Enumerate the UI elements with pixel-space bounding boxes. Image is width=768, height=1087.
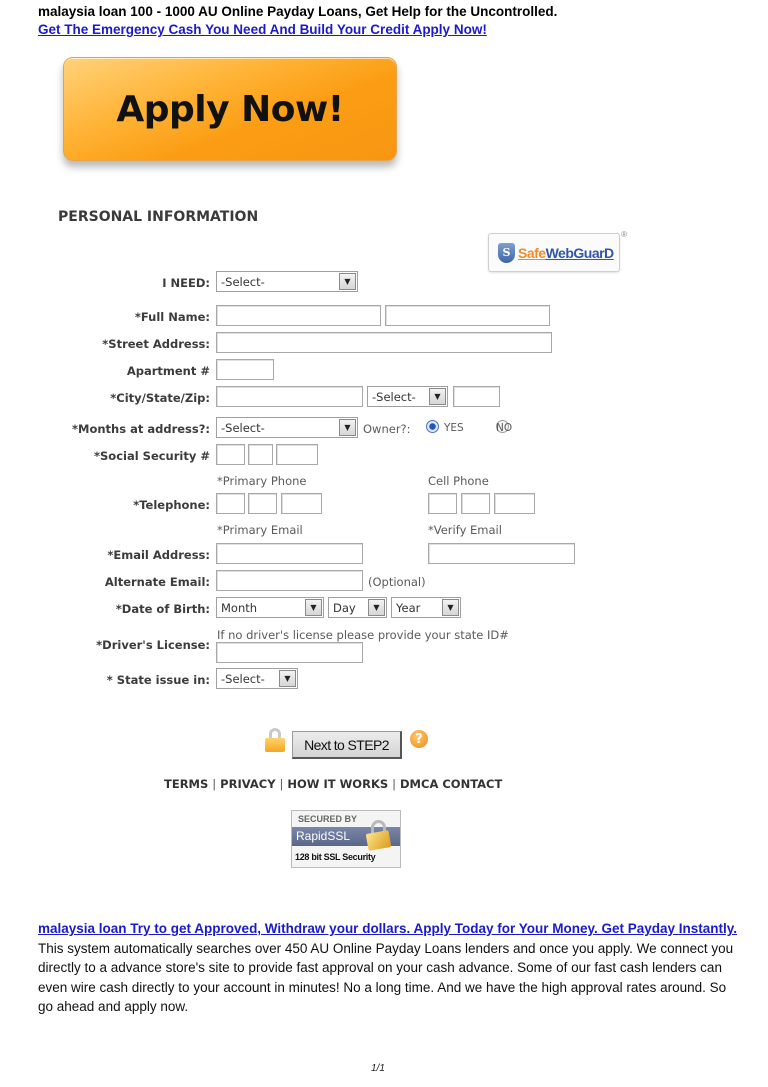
- body-paragraph: [38, 919, 738, 1017]
- owner-yes-radio[interactable]: [426, 420, 439, 433]
- header-apply-link[interactable]: Get The Emergency Cash You Need And Build Your Credit Apply Now!: [38, 22, 487, 37]
- ssn-part3-input[interactable]: [276, 444, 318, 465]
- i-need-label: I NEED:: [162, 276, 210, 290]
- lock-icon: [265, 728, 285, 752]
- owner-yes-label: YES: [444, 422, 464, 434]
- rapidssl-badge[interactable]: [291, 810, 401, 868]
- city-state-zip-label: *City/State/Zip:: [110, 391, 210, 405]
- alt-email-input[interactable]: [216, 570, 363, 591]
- body-text: This system automatically searches over 450 AU Online Payday Loans lenders and once you apply. We connect you directly to a advance store's site to provide fast approval on your cash advance. Some of our fast cash lenders can even wire cash directly to your account in minutes! No a long time. And we have the high approval rates around. So go ahead and apply now.: [38, 940, 734, 1014]
- email-input[interactable]: [216, 543, 363, 564]
- months-value: -Select-: [221, 420, 265, 435]
- apartment-input[interactable]: [216, 359, 274, 380]
- ssl-strength: 128 bit SSL Security: [295, 852, 376, 862]
- apartment-label: Apartment #: [126, 364, 210, 378]
- help-icon[interactable]: ?: [410, 730, 428, 748]
- owner-label: Owner?:: [363, 422, 411, 436]
- license-hint: If no driver's license please provide your state ID#: [217, 628, 509, 642]
- state-issue-label: * State issue in:: [106, 673, 210, 687]
- chevron-down-icon: ▼: [368, 599, 385, 616]
- apply-now-button[interactable]: Apply Now!: [63, 57, 397, 161]
- page-number: 1/1: [371, 1063, 385, 1074]
- registered-mark: ®: [621, 230, 627, 239]
- first-name-input[interactable]: [216, 305, 381, 326]
- dob-day-select[interactable]: [328, 597, 387, 618]
- i-need-select[interactable]: [216, 271, 358, 292]
- phone-area-input[interactable]: [216, 493, 245, 514]
- chevron-down-icon: ▼: [442, 599, 459, 616]
- chevron-down-icon: ▼: [429, 388, 446, 405]
- cell-phone-hint: Cell Phone: [428, 474, 489, 488]
- dob-month-value: Month: [221, 600, 258, 615]
- phone-prefix-input[interactable]: [248, 493, 277, 514]
- badge-safe-text: Safe: [518, 244, 546, 261]
- how-it-works-link[interactable]: HOW IT WORKS: [287, 777, 389, 791]
- ssn-part2-input[interactable]: [248, 444, 273, 465]
- months-label: *Months at address?:: [72, 422, 210, 436]
- terms-link[interactable]: TERMS: [164, 777, 209, 791]
- license-label: *Driver's License:: [96, 638, 210, 652]
- state-issue-value: -Select-: [221, 671, 265, 686]
- optional-hint: (Optional): [368, 575, 426, 589]
- i-need-value: -Select-: [221, 274, 265, 289]
- cell-line-input[interactable]: [494, 493, 535, 514]
- body-link[interactable]: malaysia loan Try to get Approved, Withdraw your dollars. Apply Today for Your Money. Get Payday Instantly.: [38, 921, 738, 936]
- chevron-down-icon: ▼: [279, 670, 296, 687]
- footer-links: TERMS | PRIVACY | HOW IT WORKS | DMCA CONTACT: [164, 777, 503, 791]
- ssn-part1-input[interactable]: [216, 444, 245, 465]
- badge-web-text: WebGuarD: [545, 244, 614, 261]
- state-select[interactable]: [367, 386, 448, 407]
- verify-email-input[interactable]: [428, 543, 575, 564]
- dob-year-select[interactable]: [391, 597, 461, 618]
- verify-email-hint: *Verify Email: [428, 523, 502, 537]
- dob-month-select[interactable]: [216, 597, 324, 618]
- cell-area-input[interactable]: [428, 493, 457, 514]
- chevron-down-icon: ▼: [339, 419, 356, 436]
- page-title: malaysia loan 100 - 1000 AU Online Payday Loans, Get Help for the Uncontrolled.: [38, 4, 558, 19]
- full-name-label: *Full Name:: [134, 310, 210, 324]
- chevron-down-icon: ▼: [305, 599, 322, 616]
- primary-phone-hint: *Primary Phone: [217, 474, 307, 488]
- owner-no-label: NO: [496, 422, 513, 434]
- section-title: PERSONAL INFORMATION: [58, 209, 259, 225]
- street-input[interactable]: [216, 332, 552, 353]
- ssl-brand: RapidSSL: [292, 827, 400, 846]
- chevron-down-icon: ▼: [339, 273, 356, 290]
- street-label: *Street Address:: [102, 337, 210, 351]
- shield-icon: S: [498, 243, 515, 263]
- city-input[interactable]: [216, 386, 363, 407]
- ssn-label: *Social Security #: [94, 449, 210, 463]
- dob-label: *Date of Birth:: [115, 602, 210, 616]
- privacy-link[interactable]: PRIVACY: [220, 777, 276, 791]
- primary-email-hint: *Primary Email: [217, 523, 303, 537]
- months-select[interactable]: [216, 417, 358, 438]
- ssl-secured-by: SECURED BY: [298, 814, 358, 824]
- license-input[interactable]: [216, 642, 363, 663]
- state-value: -Select-: [372, 389, 416, 404]
- telephone-label: *Telephone:: [133, 498, 210, 512]
- safewebguard-badge[interactable]: [488, 230, 627, 272]
- dob-year-value: Year: [396, 600, 421, 615]
- alt-email-label: Alternate Email:: [104, 575, 210, 589]
- next-step-button[interactable]: Next to STEP2: [292, 731, 402, 759]
- last-name-input[interactable]: [385, 305, 550, 326]
- phone-line-input[interactable]: [281, 493, 322, 514]
- zip-input[interactable]: [453, 386, 500, 407]
- cell-prefix-input[interactable]: [461, 493, 490, 514]
- dob-day-value: Day: [333, 600, 356, 615]
- state-issue-select[interactable]: [216, 668, 298, 689]
- dmca-contact-link[interactable]: DMCA CONTACT: [400, 777, 503, 791]
- padlock-icon: [367, 820, 391, 850]
- email-label: *Email Address:: [107, 548, 210, 562]
